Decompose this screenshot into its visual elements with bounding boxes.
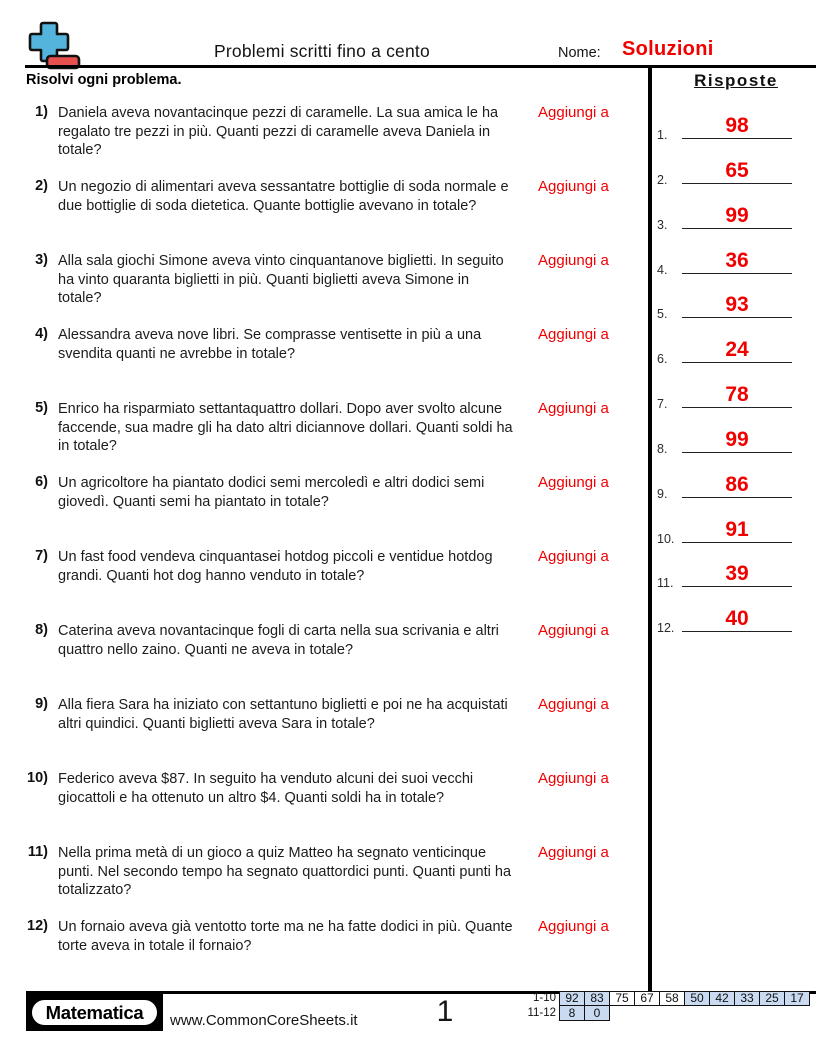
problem-number: 7) [35, 548, 48, 564]
problem-operation-tag: Aggiungi a [538, 326, 609, 343]
problem-number: 8) [35, 622, 48, 638]
score-cell: 25 [759, 991, 785, 1006]
answer-number: 7. [657, 397, 668, 411]
answer-number: 4. [657, 263, 668, 277]
answer-value: 24 [682, 339, 792, 363]
answer-slot [650, 474, 816, 500]
answer-number: 2. [657, 173, 668, 187]
answer-value: 39 [682, 563, 792, 587]
score-cell: 8 [559, 1005, 585, 1021]
problem-text: Caterina aveva novantacinque fogli di carta nella sua scrivania e altri quattro nello zaino. Quanti ne aveva in totale? [58, 623, 499, 658]
answer-value: 91 [682, 519, 792, 543]
problem-operation-tag: Aggiungi a [538, 844, 609, 861]
problem-item [0, 252, 648, 324]
answer-value: 36 [682, 250, 792, 274]
problem-text: Daniela aveva novantacinque pezzi di caramelle. La sua amica le ha regalato tre pezzi in più. Quanti pezzi di caramelle aveva Daniela in totale? [58, 105, 499, 159]
answer-value: 40 [682, 608, 792, 632]
problem-operation-tag: Aggiungi a [538, 474, 609, 491]
answer-value: 65 [682, 160, 792, 184]
name-label: Nome: [558, 45, 601, 61]
problem-item [0, 104, 648, 176]
problem-operation-tag: Aggiungi a [538, 770, 609, 787]
answer-slot [650, 608, 816, 634]
score-cell: 42 [709, 991, 735, 1006]
problem-text: Alessandra aveva nove libri. Se comprasse ventisette in più a una svendita quanti ne avrebbe in totale? [58, 327, 482, 362]
problem-text: Alla sala giochi Simone aveva vinto cinquantanove biglietti. In seguito ha vinto quaranta biglietti in più. Quanti biglietti aveva Simone in totale? [58, 253, 504, 307]
score-cell: 33 [734, 991, 760, 1006]
problem-number: 4) [35, 326, 48, 342]
problem-number: 12) [27, 918, 48, 934]
problem-text: Alla fiera Sara ha iniziato con settantuno biglietti e poi ne ha acquistati altri quindici. Quanti biglietti aveva Sara in totale? [58, 697, 508, 732]
score-row [516, 1006, 810, 1021]
problem-item [0, 622, 648, 694]
answer-slot [650, 115, 816, 141]
problem-item [0, 178, 648, 250]
score-row-label: 1-10 [532, 992, 556, 1004]
score-row-label: 11-12 [527, 1007, 556, 1019]
answer-number: 3. [657, 218, 668, 232]
instruction-text: Risolvi ogni problema. [26, 72, 182, 88]
subject-badge-label: Matematica [30, 998, 159, 1027]
problem-item [0, 918, 648, 990]
answer-number: 8. [657, 442, 668, 456]
score-cell: 17 [784, 991, 810, 1006]
page-title: Problemi scritti fino a cento [214, 41, 430, 61]
answer-slot [650, 294, 816, 320]
answer-number: 10. [657, 532, 675, 546]
problem-text: Un fornaio aveva già ventotto torte ma ne ha fatte dodici in più. Quante torte aveva in totale il fornaio? [58, 919, 513, 954]
answer-value: 78 [682, 384, 792, 408]
problem-operation-tag: Aggiungi a [538, 548, 609, 565]
score-cell: 58 [659, 991, 685, 1006]
answer-value: 98 [682, 115, 792, 139]
problem-operation-tag: Aggiungi a [538, 252, 609, 269]
score-cell: 0 [584, 1005, 610, 1021]
problem-number: 3) [35, 252, 48, 268]
score-row [516, 991, 810, 1006]
problem-item [0, 770, 648, 842]
problem-number: 6) [35, 474, 48, 490]
website-link[interactable]: www.CommonCoreSheets.it [170, 1012, 358, 1029]
answers-column-title: Risposte [694, 71, 778, 90]
header-divider [25, 65, 816, 68]
problem-text: Un negozio di alimentari aveva sessantatre bottiglie di soda normale e due bottiglie di soda dietetica. Quante bottiglie avevano in totale? [58, 179, 509, 214]
answer-slot [650, 429, 816, 455]
answer-value: 93 [682, 294, 792, 318]
problem-operation-tag: Aggiungi a [538, 918, 609, 935]
page-number: 1 [436, 995, 454, 1028]
answer-number: 12. [657, 621, 675, 635]
problem-number: 11) [27, 844, 48, 860]
problem-item [0, 696, 648, 768]
problem-text: Un agricoltore ha piantato dodici semi mercoledì e altri dodici semi giovedì. Quanti semi ha piantato in totale? [58, 475, 485, 510]
problem-operation-tag: Aggiungi a [538, 104, 609, 121]
name-value-solutions: Soluzioni [622, 38, 714, 60]
answer-value: 99 [682, 205, 792, 229]
problem-item [0, 844, 648, 916]
answer-slot [650, 339, 816, 365]
answer-number: 5. [657, 307, 668, 321]
problem-operation-tag: Aggiungi a [538, 622, 609, 639]
score-cell: 67 [634, 991, 660, 1006]
problem-item [0, 548, 648, 620]
answer-value: 99 [682, 429, 792, 453]
problem-operation-tag: Aggiungi a [538, 178, 609, 195]
score-cell: 83 [584, 991, 610, 1006]
problem-text: Un fast food vendeva cinquantasei hotdog piccoli e ventidue hotdog grandi. Quanti hot dog hanno venduto in totale? [58, 549, 493, 584]
answer-slot [650, 250, 816, 276]
answer-number: 11. [657, 576, 674, 590]
problem-text: Enrico ha risparmiato settantaquattro dollari. Dopo aver svolto alcune faccende, sua madre gli ha dato altri diciannove dollari. Quanti soldi ha in totale? [58, 401, 513, 455]
problem-text: Nella prima metà di un gioco a quiz Matteo ha segnato venticinque punti. Nel secondo tempo ha segnato quattordici punti. Quanti punti ha totalizzato? [58, 845, 512, 899]
answer-slot [650, 384, 816, 410]
problem-number: 9) [35, 696, 48, 712]
answer-number: 9. [657, 487, 668, 501]
problem-number: 1) [35, 104, 48, 120]
problem-item [0, 474, 648, 546]
problem-number: 10) [27, 770, 48, 786]
problem-item [0, 326, 648, 398]
answer-value: 86 [682, 474, 792, 498]
score-cell: 50 [684, 991, 710, 1006]
problem-text: Federico aveva $87. In seguito ha venduto alcuni dei suoi vecchi giocattoli e ha ottenuto un altro $4. Quanti soldi ha in totale? [58, 771, 474, 806]
answer-number: 6. [657, 352, 668, 366]
score-cell: 75 [609, 991, 635, 1006]
subject-badge [26, 994, 163, 1031]
problem-number: 5) [35, 400, 48, 416]
answer-number: 1. [657, 128, 668, 142]
problem-number: 2) [35, 178, 48, 194]
problem-item [0, 400, 648, 472]
problem-operation-tag: Aggiungi a [538, 400, 609, 417]
score-cell: 92 [559, 991, 585, 1006]
answer-slot [650, 160, 816, 186]
answer-slot [650, 563, 816, 589]
answer-slot [650, 519, 816, 545]
score-table [516, 991, 810, 1021]
problem-operation-tag: Aggiungi a [538, 696, 609, 713]
answer-slot [650, 205, 816, 231]
